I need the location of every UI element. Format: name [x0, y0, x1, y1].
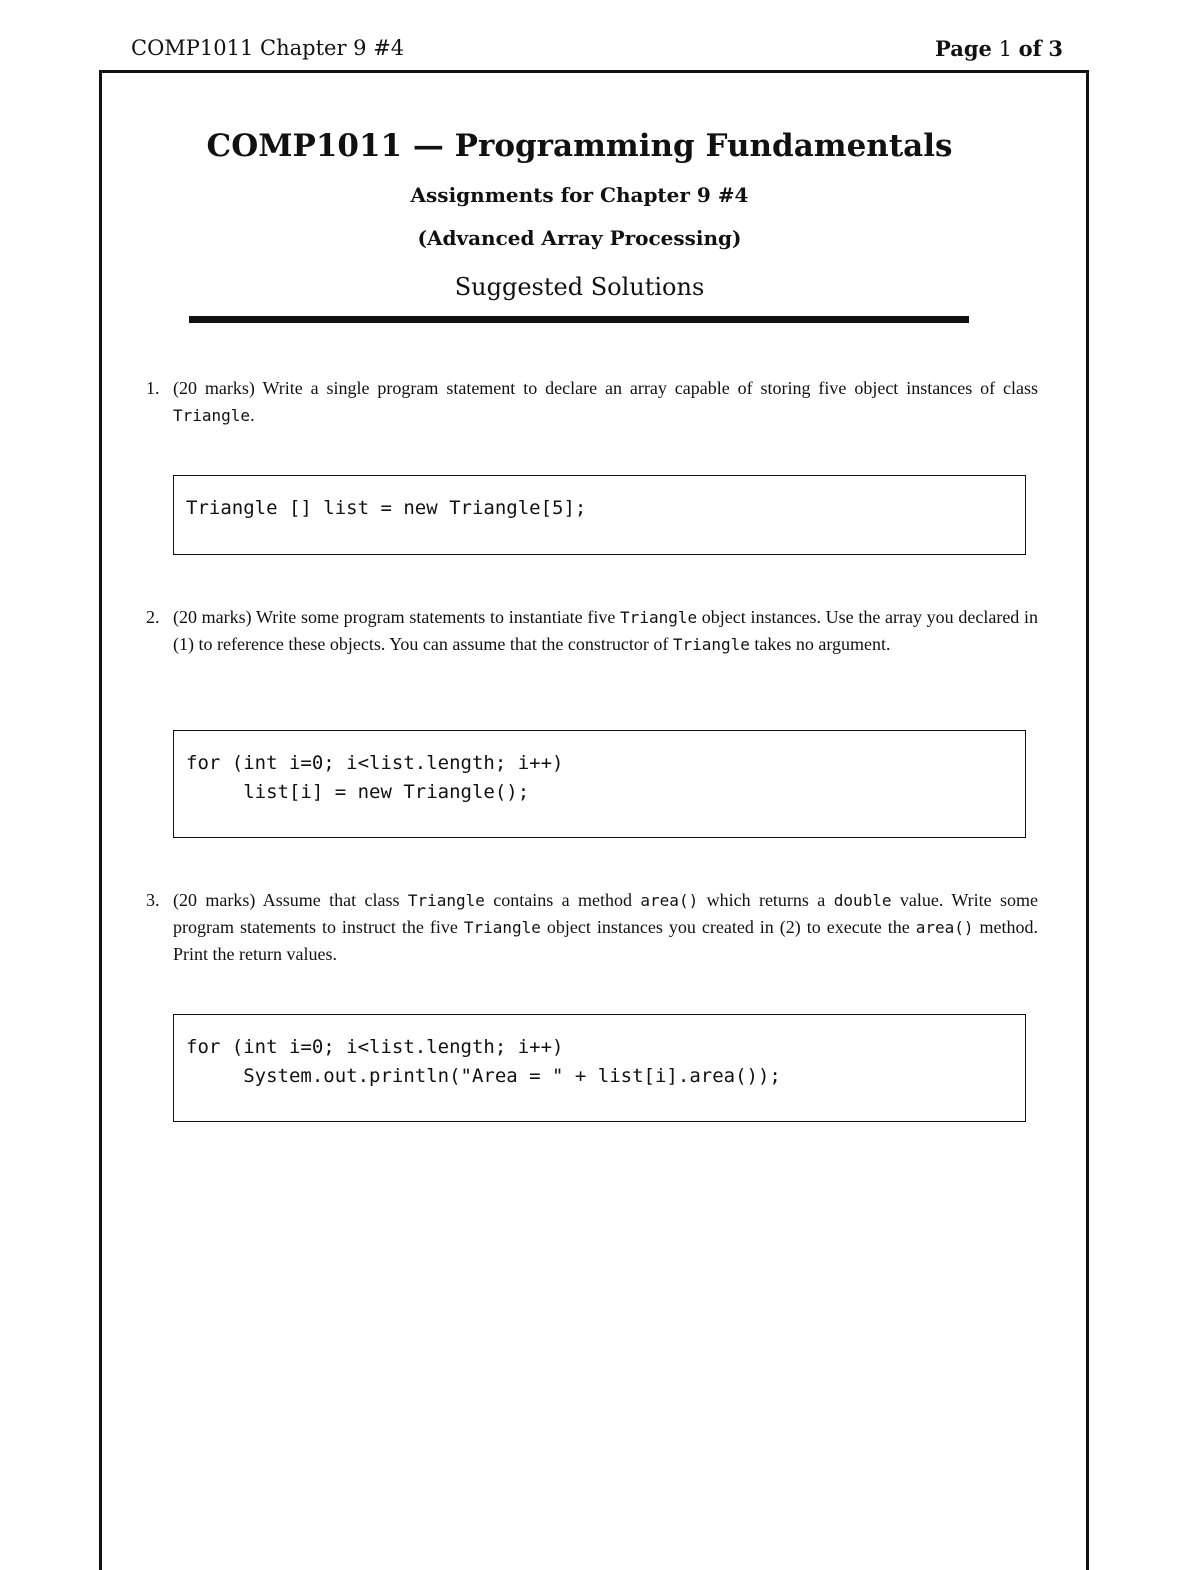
solutions-heading: Suggested Solutions [454, 273, 705, 301]
running-header-title: COMP1011 Chapter 9 #4 [131, 36, 405, 60]
text-run: method. Print the return values. [173, 917, 1038, 964]
text-run: . [250, 405, 255, 425]
question-number: 2. [146, 607, 160, 627]
code-term: area() [915, 918, 974, 937]
answer-code-2: for (int i=0; i<list.length; i++) list[i] = new Triangle(); [173, 730, 1026, 838]
code-term: area() [640, 891, 699, 910]
question-text [173, 604, 1038, 658]
code-term: Triangle [620, 608, 698, 627]
answer-code-3: for (int i=0; i<list.length; i++) System.out.println("Area = " + list[i].area()); [173, 1014, 1026, 1122]
page-total: 3 [1048, 36, 1063, 61]
code-term: Triangle [463, 918, 541, 937]
code-term: Triangle [672, 635, 750, 654]
of-label: of [1018, 36, 1042, 61]
topic-subtitle: (Advanced Array Processing) [417, 226, 742, 250]
question-2 [146, 604, 1038, 658]
code-term: double [833, 891, 892, 910]
assignment-subtitle: Assignments for Chapter 9 #4 [410, 183, 749, 207]
question-text [173, 887, 1038, 968]
answer-code-1: Triangle [] list = new Triangle[5]; [173, 475, 1026, 555]
text-run: (20 marks) Write some program statements to instantiate five [173, 607, 621, 627]
page-label: Page [935, 36, 992, 61]
title-rule [189, 316, 969, 323]
text-run: object instances. Use the array you declared in (1) to reference these objects. You can assume that the constructor of [173, 607, 1038, 654]
text-run: contains a method [484, 890, 641, 910]
question-number: 3. [146, 890, 160, 910]
question-text [173, 375, 1038, 429]
page-indicator [935, 36, 1063, 61]
text-run: takes no argument. [749, 634, 891, 654]
page-number: 1 [998, 37, 1012, 61]
question-3 [146, 887, 1038, 968]
text-run: value. Write some program statements to instruct the five [173, 890, 1039, 937]
text-run: (20 marks) Assume that class [173, 890, 408, 910]
text-run: which returns a [698, 890, 834, 910]
code-term: Triangle [173, 406, 251, 425]
code-term: Triangle [407, 891, 485, 910]
text-run: (20 marks) Write a single program statement to declare an array capable of storing five object instances of class [173, 378, 1038, 398]
question-1 [146, 375, 1038, 429]
text-run: object instances you created in (2) to execute the [540, 917, 916, 937]
question-number: 1. [146, 378, 160, 398]
document-title: COMP1011 — Programming Fundamentals [206, 128, 953, 164]
